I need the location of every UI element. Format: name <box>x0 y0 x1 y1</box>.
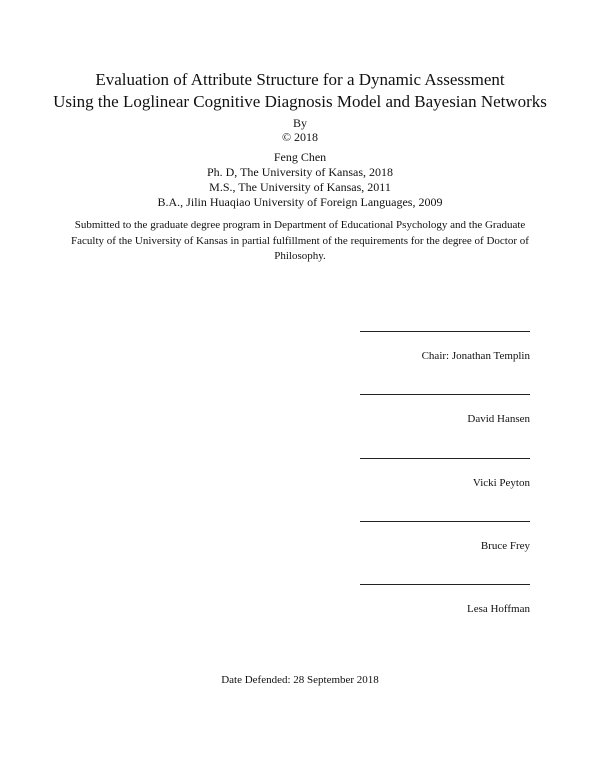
degree-ms: M.S., The University of Kansas, 2011 <box>209 180 391 194</box>
committee-member-name: Lesa Hoffman <box>466 603 530 615</box>
signature-line <box>360 521 530 522</box>
committee-member-name: David Hansen <box>467 413 530 425</box>
committee-chair-name: Chair: Jonathan Templin <box>421 350 530 362</box>
degree-phd: Ph. D, The University of Kansas, 2018 <box>206 165 394 179</box>
committee-member-name: Vicki Peyton <box>472 477 530 489</box>
signature-line <box>360 331 530 332</box>
committee-member-name: Bruce Frey <box>480 540 530 552</box>
by-label: By <box>292 116 307 130</box>
title-line-1: Evaluation of Attribute Structure for a Dynamic Assessment <box>95 70 505 89</box>
title-line-2: Using the Loglinear Cognitive Diagnosis Model and Bayesian Networks <box>53 92 547 111</box>
date-defended: Date Defended: 28 September 2018 <box>221 674 379 686</box>
author-name: Feng Chen <box>273 150 327 164</box>
signature-line <box>360 394 530 395</box>
submission-statement: Submitted to the graduate degree program in Department of Educational Psychology and the Graduate Faculty of the University of Kansas in partial fulfillment of the requirements for the degree of Doctor of Philosophy. <box>71 219 529 262</box>
signature-line <box>360 584 530 585</box>
copyright-year: © 2018 <box>281 130 319 144</box>
degree-ba: B.A., Jilin Huaqiao University of Foreign Languages, 2009 <box>157 195 443 209</box>
signature-line <box>360 458 530 459</box>
